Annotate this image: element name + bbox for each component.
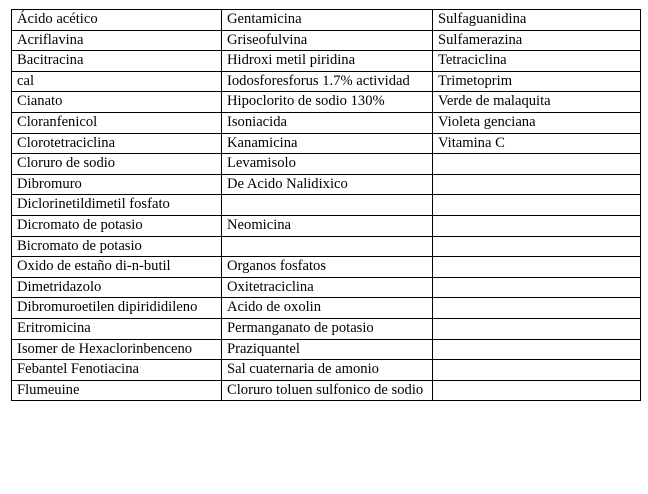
- table-cell: De Acido Nalidixico: [222, 174, 433, 195]
- table-cell: [433, 318, 641, 339]
- table-cell: Griseofulvina: [222, 30, 433, 51]
- table-cell: [433, 257, 641, 278]
- table-cell: Eritromicina: [12, 318, 222, 339]
- table-cell: [433, 154, 641, 175]
- table-cell: Verde de malaquita: [433, 92, 641, 113]
- table-cell: Bicromato de potasio: [12, 236, 222, 257]
- table-row: [12, 92, 641, 113]
- table-cell: [433, 174, 641, 195]
- table-cell: [433, 215, 641, 236]
- table-cell: Oxido de estaño di-n-butil: [12, 257, 222, 278]
- table-cell: Dibromuro: [12, 174, 222, 195]
- table-cell: Hipoclorito de sodio 130%: [222, 92, 433, 113]
- table-cell: Gentamicina: [222, 10, 433, 31]
- table-row: [12, 236, 641, 257]
- table-row: [12, 257, 641, 278]
- table-cell: Iodosforesforus 1.7% actividad: [222, 71, 433, 92]
- table-cell: Cloruro toluen sulfonico de sodio: [222, 380, 433, 401]
- table-cell: Dibromuroetilen dipirididileno: [12, 298, 222, 319]
- table-cell: Hidroxi metil piridina: [222, 51, 433, 72]
- table-cell: Sulfamerazina: [433, 30, 641, 51]
- chemical-list-table: [11, 9, 641, 401]
- table-cell: Oxitetraciclina: [222, 277, 433, 298]
- table-cell: Isoniacida: [222, 112, 433, 133]
- table-cell: cal: [12, 71, 222, 92]
- table-row: [12, 154, 641, 175]
- table-cell: Febantel Fenotiacina: [12, 360, 222, 381]
- table-row: [12, 174, 641, 195]
- table-cell: Acido de oxolin: [222, 298, 433, 319]
- table-cell: Bacitracina: [12, 51, 222, 72]
- table-row: [12, 30, 641, 51]
- table-cell: [222, 195, 433, 216]
- table-cell: Cloruro de sodio: [12, 154, 222, 175]
- table-cell: Trimetoprim: [433, 71, 641, 92]
- table-cell: Cianato: [12, 92, 222, 113]
- table-cell: Kanamicina: [222, 133, 433, 154]
- table-cell: [222, 236, 433, 257]
- table-cell: Cloranfenicol: [12, 112, 222, 133]
- table-cell: [433, 339, 641, 360]
- table-cell: [433, 236, 641, 257]
- table-cell: [433, 360, 641, 381]
- table-cell: Ácido acético: [12, 10, 222, 31]
- table-cell: Isomer de Hexaclorinbenceno: [12, 339, 222, 360]
- table-body: [12, 10, 641, 401]
- table-cell: Dicromato de potasio: [12, 215, 222, 236]
- table-row: [12, 10, 641, 31]
- table-row: [12, 215, 641, 236]
- table-row: [12, 133, 641, 154]
- table-cell: [433, 380, 641, 401]
- table-cell: Levamisolo: [222, 154, 433, 175]
- table-row: [12, 277, 641, 298]
- table-cell: Dimetridazolo: [12, 277, 222, 298]
- table-cell: Praziquantel: [222, 339, 433, 360]
- table-cell: Permanganato de potasio: [222, 318, 433, 339]
- table-row: [12, 318, 641, 339]
- table-cell: Sulfaguanidina: [433, 10, 641, 31]
- table-cell: [433, 277, 641, 298]
- table-cell: Violeta genciana: [433, 112, 641, 133]
- table-cell: Diclorinetildimetil fosfato: [12, 195, 222, 216]
- table-cell: Vitamina C: [433, 133, 641, 154]
- table-row: [12, 339, 641, 360]
- table-cell: Neomicina: [222, 215, 433, 236]
- table-row: [12, 71, 641, 92]
- table-row: [12, 360, 641, 381]
- table-cell: [433, 195, 641, 216]
- table-cell: Clorotetraciclina: [12, 133, 222, 154]
- table-row: [12, 51, 641, 72]
- table-cell: [433, 298, 641, 319]
- table-row: [12, 380, 641, 401]
- table-cell: Sal cuaternaria de amonio: [222, 360, 433, 381]
- table-cell: Organos fosfatos: [222, 257, 433, 278]
- table-row: [12, 112, 641, 133]
- table-row: [12, 195, 641, 216]
- table-cell: Acriflavina: [12, 30, 222, 51]
- table-row: [12, 298, 641, 319]
- table-cell: Flumeuine: [12, 380, 222, 401]
- table-cell: Tetraciclina: [433, 51, 641, 72]
